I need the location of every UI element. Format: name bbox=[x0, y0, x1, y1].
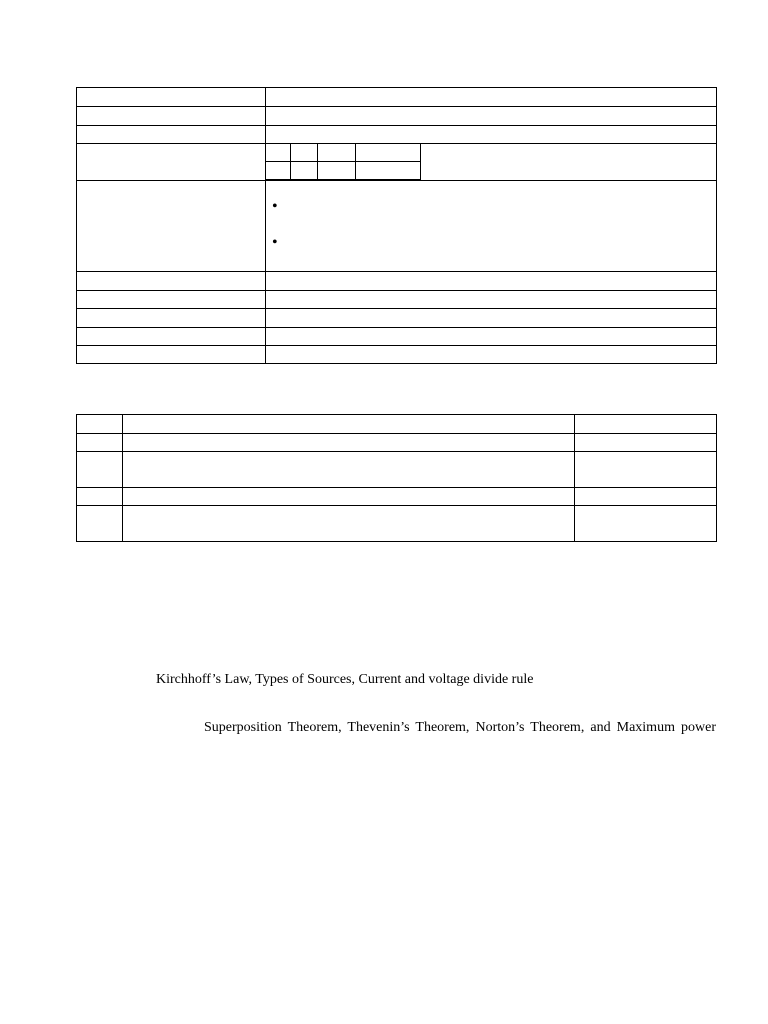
course-info-label-cell bbox=[77, 88, 266, 107]
outcome-id-cell bbox=[77, 506, 123, 542]
course-info-value-cell bbox=[266, 88, 717, 107]
credits-grid-cell bbox=[266, 162, 291, 180]
outcome-id-cell bbox=[77, 434, 123, 452]
course-info-label-cell bbox=[77, 328, 266, 346]
course-info-label-cell bbox=[77, 126, 266, 144]
course-outcomes-table bbox=[76, 414, 717, 542]
outcome-id-cell bbox=[77, 488, 123, 506]
credits-grid-cell bbox=[356, 144, 421, 162]
course-info-label-cell bbox=[77, 107, 266, 126]
course-info-row bbox=[77, 88, 717, 107]
course-info-value-cell bbox=[266, 126, 717, 144]
outcome-level-cell bbox=[575, 415, 717, 434]
bullet-marker: • bbox=[272, 198, 278, 215]
course-info-row bbox=[77, 346, 717, 364]
outcome-level-cell bbox=[575, 488, 717, 506]
credits-grid bbox=[265, 143, 421, 180]
credits-grid-cell bbox=[356, 162, 421, 180]
course-info-table bbox=[76, 87, 717, 364]
outcome-row bbox=[77, 452, 717, 488]
course-info-row bbox=[77, 328, 717, 346]
course-info-label-cell bbox=[77, 346, 266, 364]
credits-grid-cell bbox=[291, 144, 318, 162]
credits-grid-cell bbox=[318, 144, 356, 162]
outcome-id-cell bbox=[77, 452, 123, 488]
course-info-value-cell bbox=[266, 291, 717, 309]
course-info-value-cell bbox=[266, 328, 717, 346]
course-info-value-cell bbox=[266, 107, 717, 126]
outcome-row bbox=[77, 506, 717, 542]
outcome-row bbox=[77, 488, 717, 506]
credits-value-cell bbox=[266, 144, 717, 181]
course-info-label-cell bbox=[77, 309, 266, 328]
outcome-level-cell bbox=[575, 434, 717, 452]
outcome-description-cell bbox=[123, 415, 575, 434]
course-info-row bbox=[77, 309, 717, 328]
outcomes-header-row bbox=[77, 415, 717, 434]
outcome-description-cell bbox=[123, 488, 575, 506]
course-info-row bbox=[77, 126, 717, 144]
credits-grid-cell bbox=[318, 162, 356, 180]
outcome-id-cell bbox=[77, 415, 123, 434]
course-info-label-cell bbox=[77, 291, 266, 309]
credits-row bbox=[77, 144, 717, 181]
syllabus-unit-2-text: Superposition Theorem, Thevenin’s Theorem, Norton’s Theorem, and Maximum power bbox=[204, 720, 716, 735]
course-info-value-cell bbox=[266, 272, 717, 291]
outcome-description-cell bbox=[123, 506, 575, 542]
prerequisites-row bbox=[77, 181, 717, 272]
prerequisites-list-cell bbox=[266, 181, 717, 272]
course-info-row bbox=[77, 107, 717, 126]
course-info-row bbox=[77, 272, 717, 291]
course-info-row bbox=[77, 291, 717, 309]
course-info-label-cell bbox=[77, 272, 266, 291]
outcome-level-cell bbox=[575, 452, 717, 488]
outcome-row bbox=[77, 434, 717, 452]
credits-grid-cell bbox=[266, 144, 291, 162]
outcome-description-cell bbox=[123, 452, 575, 488]
prerequisites-label-cell bbox=[77, 181, 266, 272]
credits-grid-cell bbox=[291, 162, 318, 180]
course-info-value-cell bbox=[266, 309, 717, 328]
bullet-marker: • bbox=[272, 234, 278, 251]
course-info-value-cell bbox=[266, 346, 717, 364]
outcome-level-cell bbox=[575, 506, 717, 542]
outcome-description-cell bbox=[123, 434, 575, 452]
credits-label-cell bbox=[77, 144, 266, 181]
syllabus-unit-1-text: Kirchhoff’s Law, Types of Sources, Current and voltage divide rule bbox=[156, 672, 534, 687]
